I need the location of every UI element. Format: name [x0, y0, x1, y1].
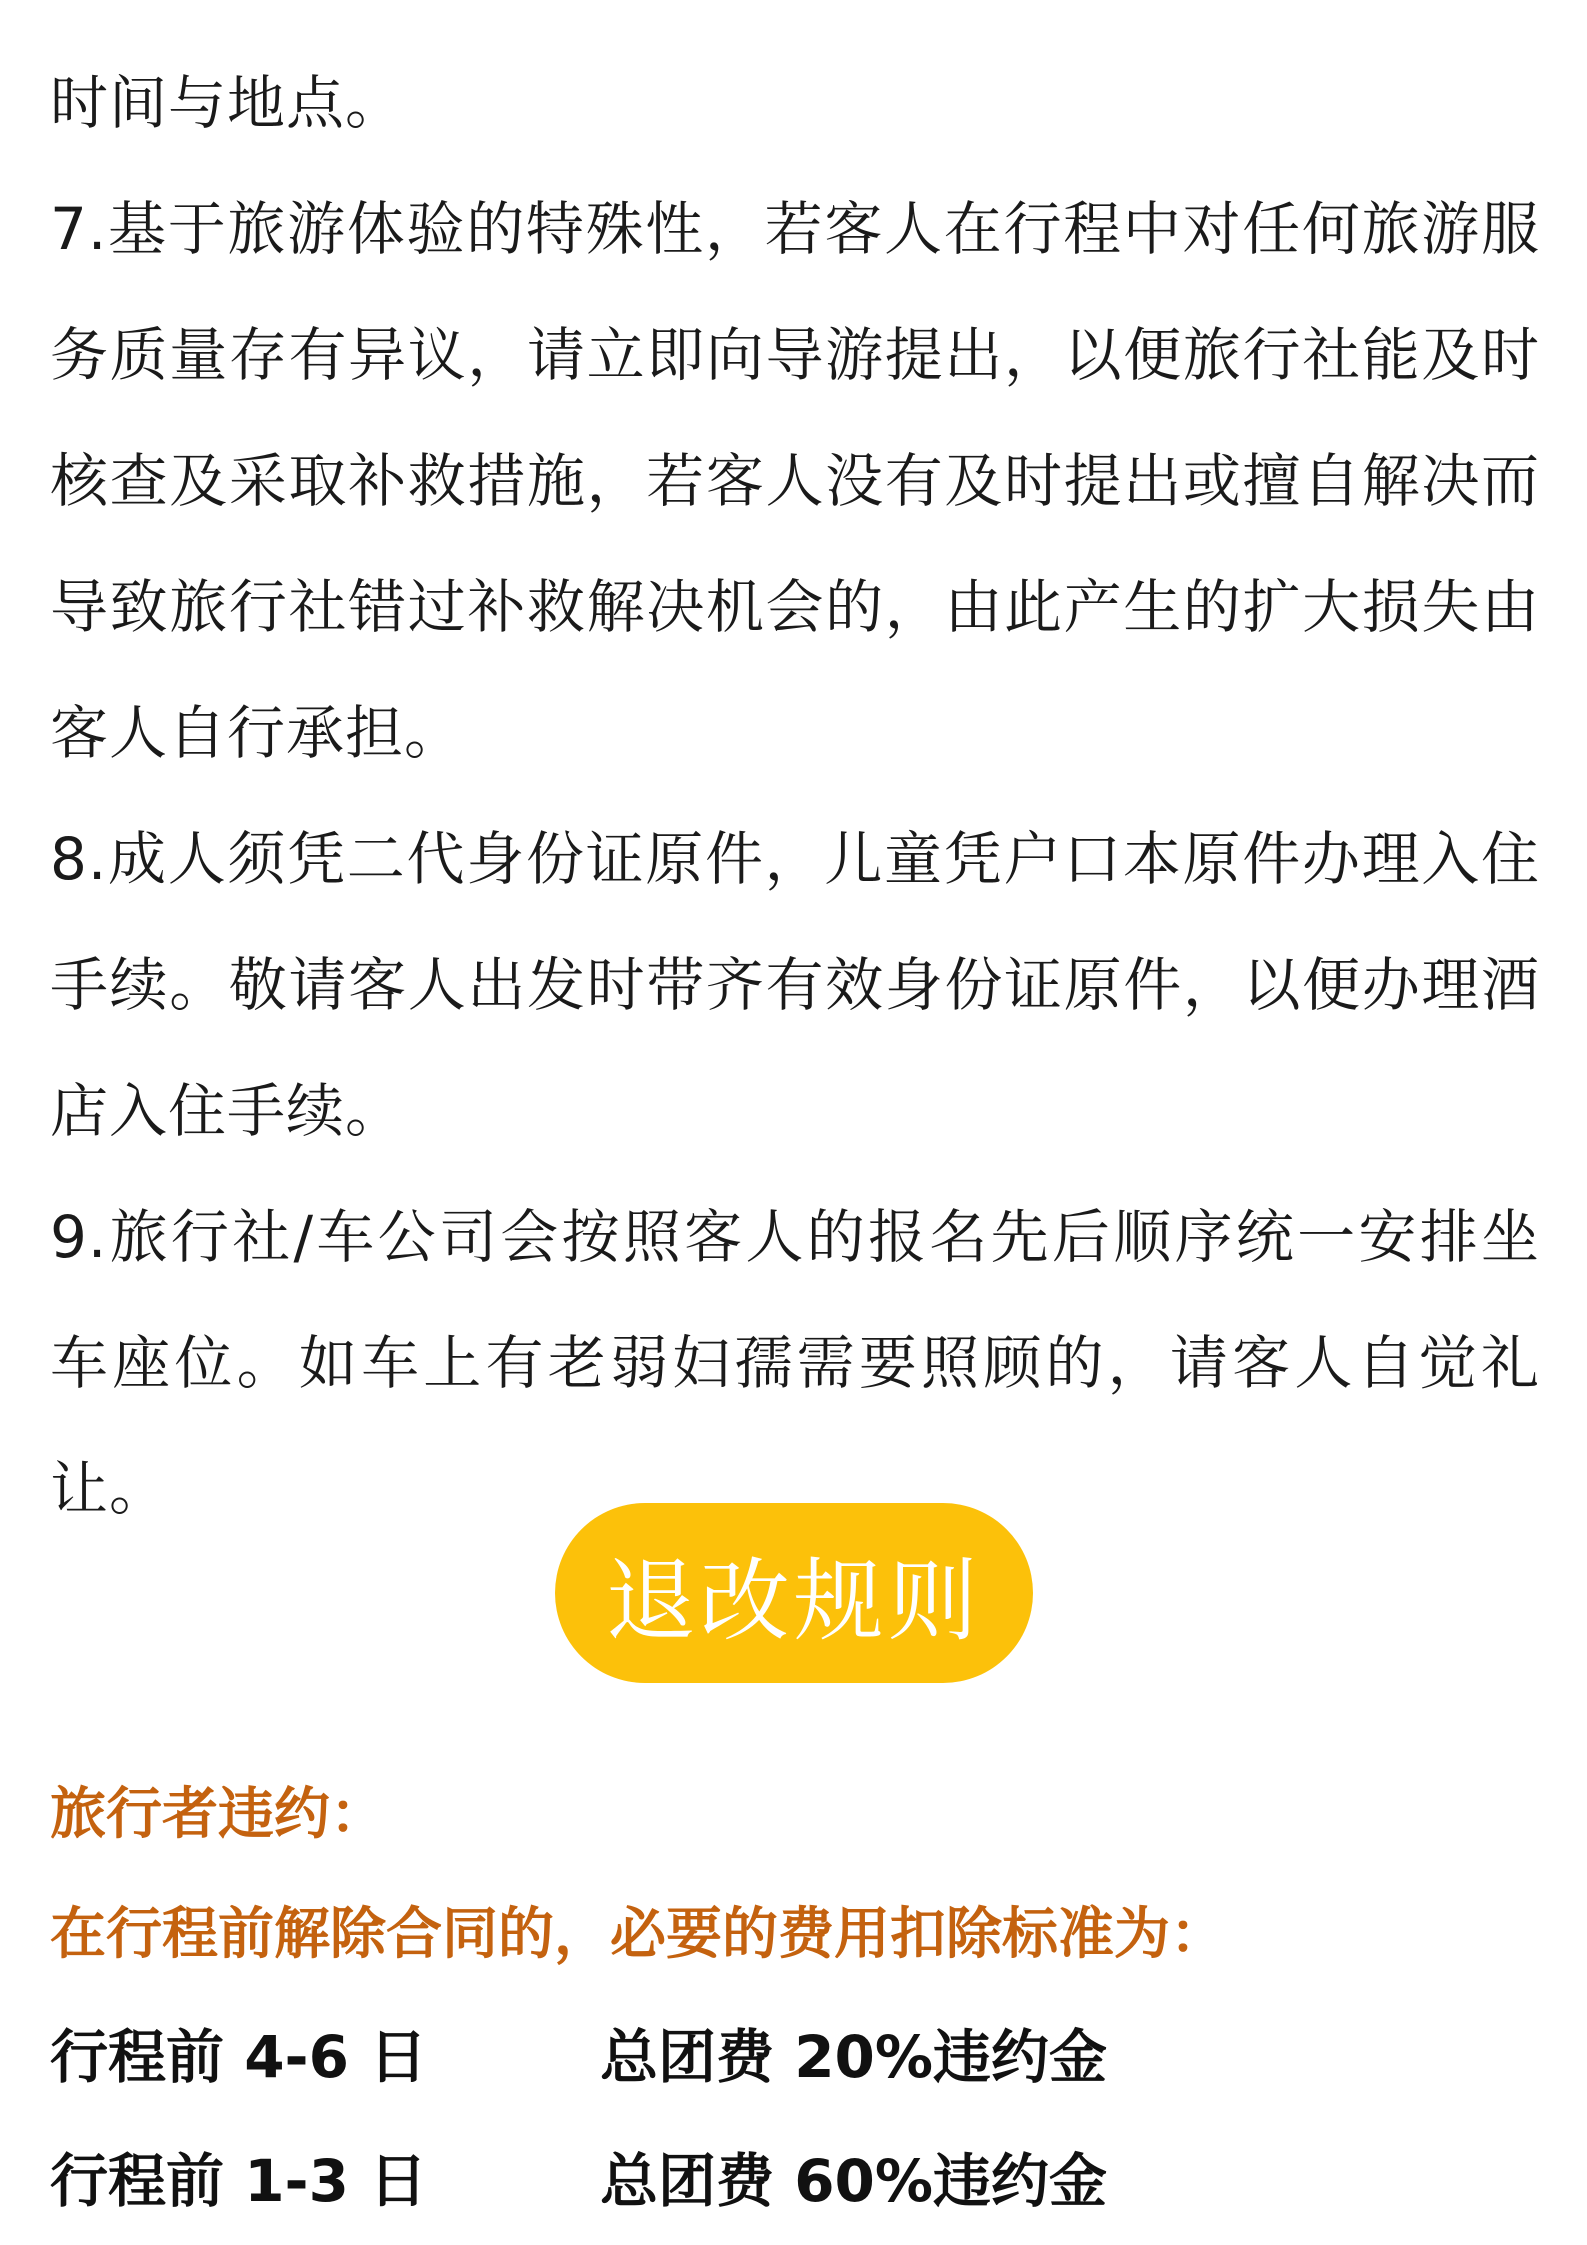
rule-fee: 总团费 60%违约金	[600, 2147, 1108, 2215]
rule-fee: 总团费 20%违约金	[600, 2023, 1108, 2091]
note-7: 7.基于旅游体验的特殊性，若客人在行程中对任何旅游服务质量存有异议，请立即向导游提出，以便旅行社能及时核查及采取补救措施，若客人没有及时提出或擅自解决而导致旅行社错过补救解决机会的，由此产生的扩大损失由客人自行承担。	[50, 195, 1540, 767]
note-9: 9.旅行社/车公司会按照客人的报名先后顺序统一安排坐车座位。如车上有老弱妇孺需要照顾的，请客人自觉礼让。	[50, 1203, 1540, 1523]
notes-section	[50, 40, 1540, 1552]
rule-row	[50, 2119, 1540, 2243]
rule-period: 行程前 4-6 日	[50, 2023, 428, 2091]
note-6-tail: 时间与地点。	[50, 69, 405, 137]
traveler-breach-heading: 旅行者违约：	[50, 1782, 386, 1847]
rule-period: 行程前 1-3 日	[50, 2147, 428, 2215]
note-8: 8.成人须凭二代身份证原件，儿童凭户口本原件办理入住手续。敬请客人出发时带齐有效身份证原件，以便办理酒店入住手续。	[50, 825, 1540, 1145]
rule-row	[50, 1995, 1540, 2119]
refund-rules-badge: 退改规则	[555, 1503, 1033, 1683]
refund-rules	[50, 1755, 1540, 2243]
cancellation-standard-heading: 在行程前解除合同的，必要的费用扣除标准为：	[50, 1902, 1226, 1967]
section-header	[0, 1503, 1587, 1683]
